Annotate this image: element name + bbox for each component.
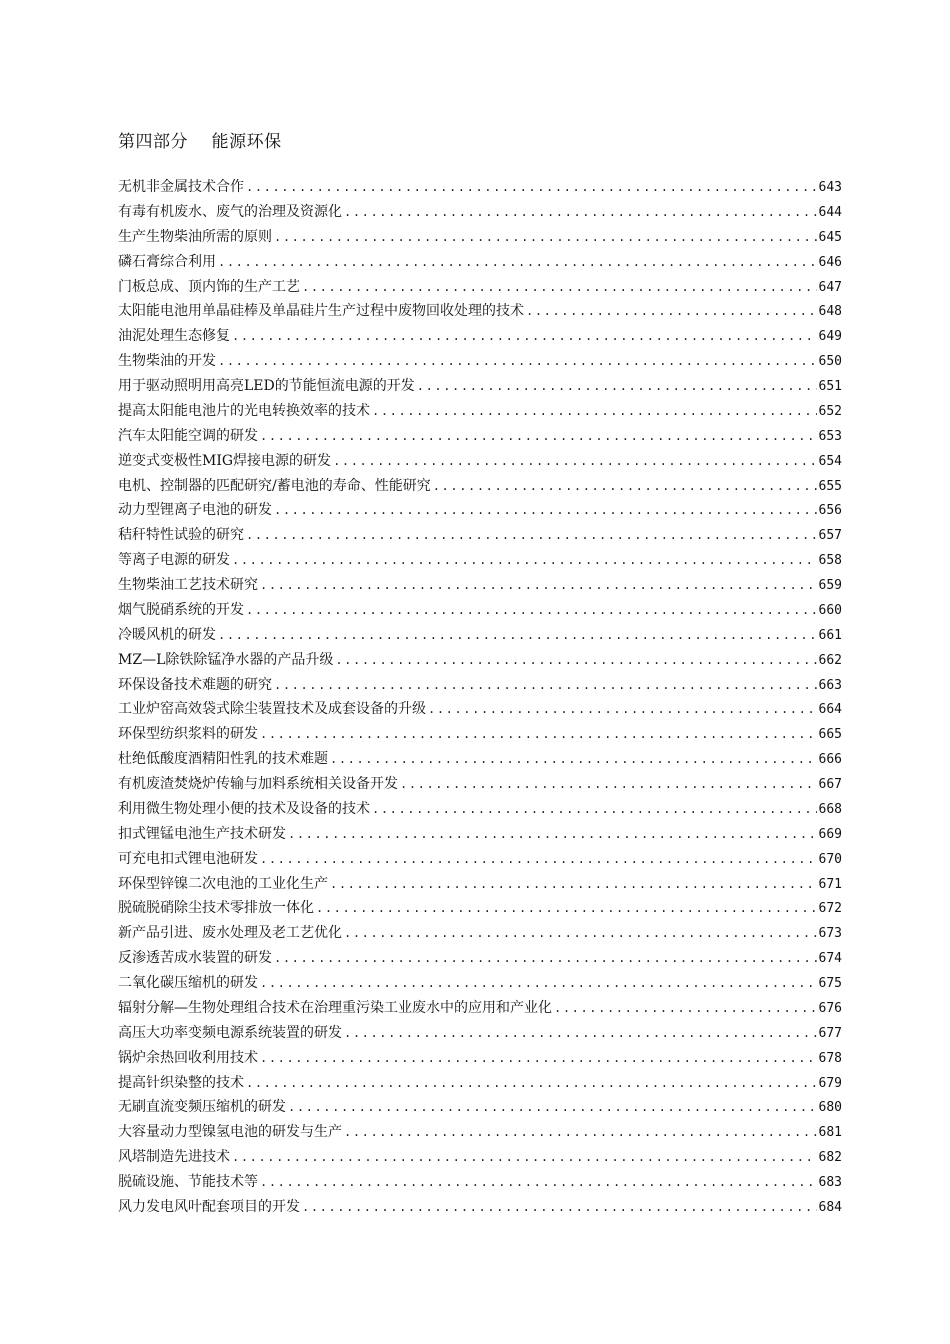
toc-entry-page-number: 646: [818, 254, 842, 270]
toc-entry-page-number: 683: [818, 1175, 842, 1190]
toc-entry-page-number: 674: [818, 951, 842, 967]
toc-leader-dots: [526, 301, 817, 321]
toc-entry-title: 新产品引进、废水处理及老工艺优化: [118, 925, 342, 942]
toc-entry-title: 提高针织染整的技术: [118, 1074, 244, 1091]
toc-entry-title: 脱硫脱硝除尘技术零排放一体化: [118, 900, 314, 917]
toc-entry-title: 无刷直流变频压缩机的研发: [118, 1099, 286, 1116]
toc-entry[interactable]: [118, 277, 842, 302]
toc-leader-dots: [288, 824, 817, 844]
toc-entry-page-number: 678: [818, 1050, 842, 1066]
toc-entry-page-number: 659: [818, 578, 842, 593]
toc-entry[interactable]: [118, 1023, 842, 1048]
toc-entry-title: 电机、控制器的匹配研究/蓄电池的寿命、性能研究: [118, 477, 431, 494]
toc-entry-page-number: 670: [818, 851, 842, 867]
toc-entry[interactable]: [118, 774, 842, 799]
toc-entry-page-number: 643: [818, 180, 842, 195]
toc-entry-page-number: 657: [818, 528, 842, 544]
toc-entry-title: 风力发电风叶配套项目的开发: [118, 1198, 300, 1215]
toc-entry-title: 环保型纺织浆料的研发: [118, 726, 258, 743]
toc-entry[interactable]: [118, 401, 842, 426]
toc-leader-dots: [400, 774, 817, 794]
toc-entry-title: 高压大功率变频电源系统装置的研发: [118, 1024, 342, 1041]
toc-entry-title: 工业炉窑高效袋式除尘装置技术及成套设备的升级: [118, 701, 426, 718]
toc-entry-page-number: 653: [818, 428, 842, 444]
toc-leader-dots: [288, 1097, 817, 1117]
toc-entry-page-number: 645: [818, 229, 842, 245]
toc-entry-title: 无机非金属技术合作: [118, 179, 244, 195]
toc-leader-dots: [246, 177, 817, 197]
toc-entry-page-number: 672: [818, 901, 842, 917]
toc-entry-title: MZ—L除铁除锰净水器的产品升级: [118, 651, 334, 668]
toc-leader-dots: [260, 849, 817, 869]
toc-entry-page-number: 661: [818, 627, 842, 643]
toc-leader-dots: [344, 1122, 817, 1142]
toc-entry-title: 利用微生物处理小便的技术及设备的技术: [118, 800, 370, 817]
toc-entry[interactable]: [118, 1048, 842, 1073]
toc-entry-page-number: 662: [818, 652, 842, 668]
toc-entry[interactable]: [118, 724, 842, 749]
toc-leader-dots: [274, 948, 817, 968]
toc-entry-page-number: 684: [818, 1199, 842, 1215]
toc-entry-page-number: 668: [818, 801, 842, 817]
toc-entry-title: 磷石膏综合利用: [118, 253, 216, 270]
toc-entry[interactable]: [118, 948, 842, 973]
toc-leader-dots: [372, 401, 817, 421]
toc-leader-dots: [433, 476, 817, 496]
toc-entry[interactable]: [118, 874, 842, 899]
toc-entry[interactable]: [118, 849, 842, 874]
toc-leader-dots: [554, 998, 817, 1018]
toc-entry[interactable]: [118, 1122, 842, 1147]
toc-entry-title: 有毒有机废水、废气的治理及资源化: [118, 203, 342, 220]
toc-leader-dots: [330, 749, 817, 769]
toc-entry[interactable]: [118, 1197, 842, 1222]
toc-entry[interactable]: [118, 923, 842, 948]
toc-entry[interactable]: [118, 426, 842, 451]
toc-entry-title: 冷暖风机的研发: [118, 626, 216, 643]
toc-entry[interactable]: [118, 451, 842, 476]
toc-leader-dots: [246, 600, 817, 620]
toc-leader-dots: [232, 326, 817, 346]
toc-entry[interactable]: [118, 376, 842, 401]
toc-entry[interactable]: [118, 824, 842, 849]
toc-entry-page-number: 660: [818, 602, 842, 618]
toc-entry-title: 风塔制造先进技术: [118, 1149, 230, 1166]
toc-entry[interactable]: [118, 898, 842, 923]
toc-entry-title: 烟气脱硝系统的开发: [118, 601, 244, 618]
toc-entry-title: 扣式锂锰电池生产技术研发: [118, 825, 286, 842]
toc-leader-dots: [330, 874, 817, 894]
toc-entry-title: 有机废渣焚烧炉传输与加料系统相关设备开发: [118, 776, 398, 792]
toc-entry[interactable]: [118, 600, 842, 625]
toc-leader-dots: [274, 227, 817, 247]
toc-leader-dots: [260, 973, 817, 993]
toc-entry-title: 秸秆特性试验的研究: [118, 527, 244, 544]
toc-leader-dots: [246, 1073, 817, 1093]
toc-entry-title: 油泥处理生态修复: [118, 328, 230, 345]
toc-leader-dots: [316, 898, 817, 918]
toc-entry-page-number: 644: [818, 204, 842, 220]
toc-leader-dots: [260, 1172, 817, 1192]
toc-leader-dots: [417, 376, 817, 396]
toc-leader-dots: [246, 525, 817, 545]
toc-entry-page-number: 648: [818, 304, 842, 320]
toc-entry-page-number: 673: [818, 926, 842, 942]
toc-entry-page-number: 682: [818, 1150, 842, 1166]
toc-entry[interactable]: [118, 227, 842, 252]
toc-entry[interactable]: [118, 351, 842, 376]
toc-leader-dots: [335, 650, 816, 670]
toc-entry[interactable]: [118, 177, 842, 202]
toc-entry-page-number: 681: [818, 1125, 842, 1141]
toc-entry-page-number: 652: [818, 403, 842, 419]
toc-entry-title: 杜绝低酸度酒精阳性乳的技术难题: [118, 751, 328, 768]
toc-entry-title: 提高太阳能电池片的光电转换效率的技术: [118, 402, 370, 419]
toc-entry-title: 汽车太阳能空调的研发: [118, 427, 258, 444]
toc-entry-page-number: 679: [818, 1075, 842, 1091]
toc-entry-title: 太阳能电池用单晶硅棒及单晶硅片生产过程中废物回收处理的技术: [118, 303, 524, 320]
toc-entry[interactable]: [118, 998, 842, 1023]
toc-leader-dots: [260, 575, 817, 595]
toc-entry[interactable]: [118, 1097, 842, 1122]
toc-entry-page-number: 680: [818, 1100, 842, 1116]
toc-entry-page-number: 647: [818, 279, 842, 295]
toc-leader-dots: [344, 202, 817, 222]
toc-entry[interactable]: [118, 252, 842, 277]
toc-entry-title: 动力型锂离子电池的研发: [118, 502, 272, 519]
toc-entry-page-number: 676: [818, 1000, 842, 1016]
toc-entry-title: 辐射分解—生物处理组合技术在治理重污染工业废水中的应用和产业化: [118, 999, 552, 1016]
toc-entry-page-number: 675: [818, 976, 842, 991]
toc-entry[interactable]: [118, 476, 842, 501]
toc-entry-title: 生产生物柴油所需的原则: [118, 228, 272, 245]
toc-entry-page-number: 655: [818, 478, 842, 494]
toc-entry-page-number: 663: [818, 677, 842, 693]
toc-entry-page-number: 654: [818, 453, 842, 469]
table-of-contents: [118, 177, 842, 1222]
toc-entry-title: 生物柴油工艺技术研究: [118, 577, 258, 593]
toc-entry[interactable]: [118, 675, 842, 700]
toc-entry-title: 生物柴油的开发: [118, 353, 216, 370]
toc-leader-dots: [344, 1023, 817, 1043]
toc-entry[interactable]: [118, 799, 842, 824]
toc-entry-title: 环保型锌镍二次电池的工业化生产: [118, 875, 328, 892]
toc-leader-dots: [302, 1197, 817, 1217]
toc-entry-title: 逆变式变极性MIG焊接电源的研发: [118, 452, 332, 469]
toc-entry[interactable]: [118, 575, 842, 600]
toc-leader-dots: [218, 351, 817, 371]
toc-leader-dots: [232, 1147, 817, 1167]
toc-entry-page-number: 664: [818, 702, 842, 718]
toc-entry-page-number: 665: [818, 727, 842, 743]
toc-leader-dots: [344, 923, 817, 943]
toc-leader-dots: [428, 699, 817, 719]
toc-entry-page-number: 669: [818, 826, 842, 842]
toc-entry[interactable]: [118, 625, 842, 650]
toc-leader-dots: [218, 625, 817, 645]
toc-entry[interactable]: [118, 650, 842, 675]
section-title: 第四部分 能源环保: [118, 132, 282, 152]
toc-entry-title: 环保设备技术难题的研究: [118, 676, 272, 693]
toc-entry-title: 用于驱动照明用高亮LED的节能恒流电源的开发: [118, 378, 415, 394]
toc-entry-title: 门板总成、顶内饰的生产工艺: [118, 278, 300, 295]
toc-entry-page-number: 658: [818, 553, 842, 569]
toc-leader-dots: [232, 550, 817, 570]
toc-entry-title: 大容量动力型镍氢电池的研发与生产: [118, 1124, 342, 1141]
toc-entry-page-number: 656: [818, 503, 842, 519]
toc-leader-dots: [372, 799, 817, 819]
toc-leader-dots: [260, 724, 817, 744]
toc-entry[interactable]: [118, 973, 842, 998]
toc-entry[interactable]: [118, 326, 842, 351]
toc-leader-dots: [260, 426, 817, 446]
toc-entry-page-number: 677: [818, 1025, 842, 1041]
toc-entry[interactable]: [118, 500, 842, 525]
toc-entry[interactable]: [118, 1073, 842, 1098]
toc-leader-dots: [333, 451, 816, 471]
toc-entry[interactable]: [118, 525, 842, 550]
toc-entry[interactable]: [118, 699, 842, 724]
toc-entry[interactable]: [118, 202, 842, 227]
toc-leader-dots: [274, 675, 817, 695]
toc-entry-page-number: 651: [818, 379, 842, 394]
toc-leader-dots: [302, 277, 817, 297]
toc-entry[interactable]: [118, 1147, 842, 1172]
toc-entry-title: 可充电扣式锂电池研发: [118, 850, 258, 867]
toc-entry[interactable]: [118, 550, 842, 575]
toc-leader-dots: [218, 252, 817, 272]
toc-entry[interactable]: [118, 1172, 842, 1197]
toc-entry-title: 脱硫设施、节能技术等: [118, 1174, 258, 1190]
toc-entry-page-number: 666: [818, 752, 842, 768]
toc-entry[interactable]: [118, 749, 842, 774]
toc-leader-dots: [260, 1048, 817, 1068]
toc-entry-page-number: 650: [818, 354, 842, 370]
toc-entry-title: 等离子电源的研发: [118, 552, 230, 569]
toc-leader-dots: [274, 500, 817, 520]
toc-entry[interactable]: [118, 301, 842, 326]
toc-entry-page-number: 649: [818, 329, 842, 345]
toc-entry-title: 锅炉余热回收利用技术: [118, 1049, 258, 1066]
toc-entry-title: 反渗透苦成水装置的研发: [118, 950, 272, 967]
toc-entry-page-number: 671: [818, 876, 842, 892]
toc-entry-title: 二氧化碳压缩机的研发: [118, 975, 258, 991]
toc-entry-page-number: 667: [818, 777, 842, 792]
